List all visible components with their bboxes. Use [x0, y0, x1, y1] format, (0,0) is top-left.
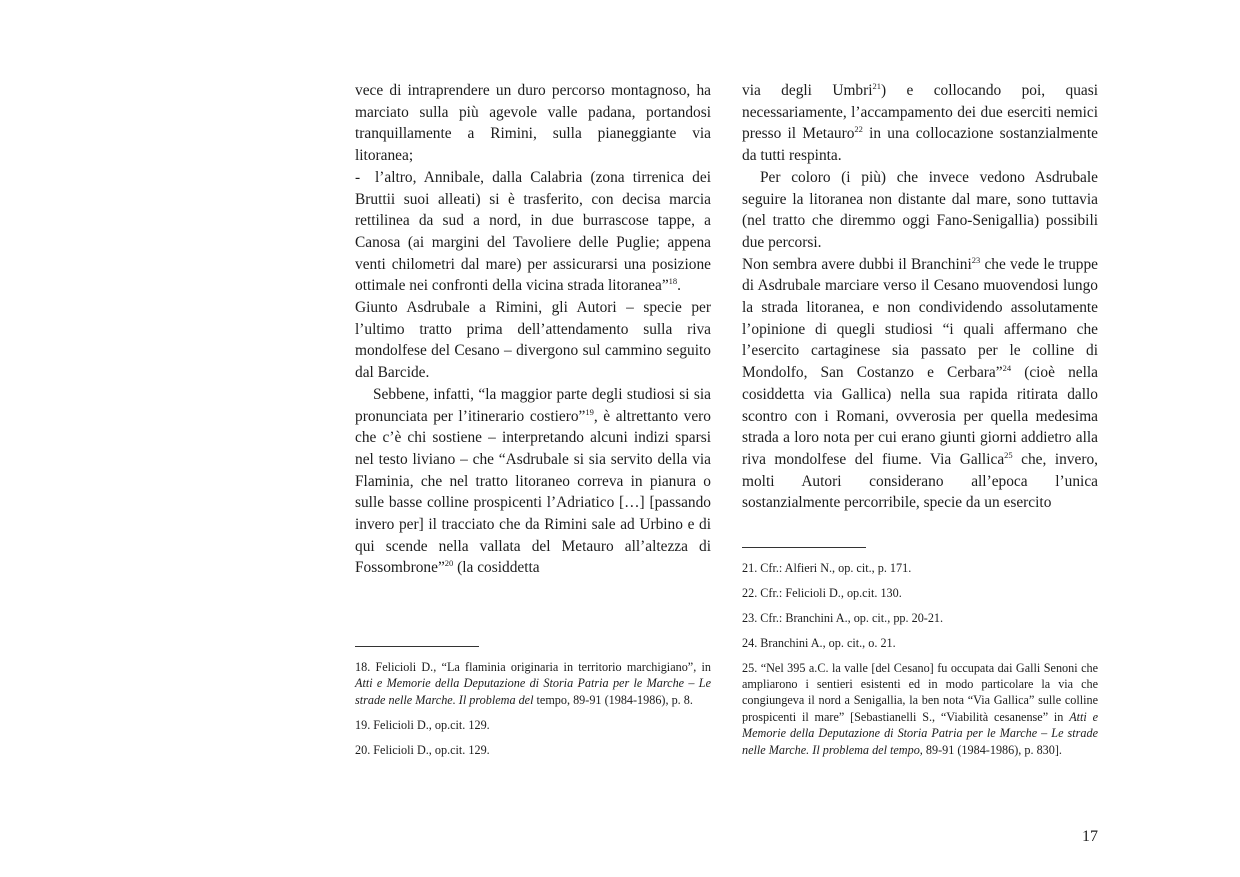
- footnote: 25. “Nel 395 a.C. la valle [del Cesano] fu occupata dai Galli Senoni che ampliarono i sentieri esistenti ed in modo particolare la via che congiungeva il nord a Senigallia, la ben nota “Via Gallica” sulle colline prospicenti il mare” [Sebastianelli S., “Viabilità cesanense” in Atti e Memorie della Deputazione di Storia Patria per le Marche – Le strade nelle Marche. Il problema del tempo, 89-91 (1984-1986), p. 830].: [742, 660, 1098, 757]
- paragraph: [355, 384, 711, 579]
- footnote-separator: [355, 646, 479, 647]
- page-number: 17: [1082, 828, 1098, 845]
- footnote-ref: 23: [971, 254, 981, 265]
- text: via degli Umbri: [742, 82, 873, 99]
- left-footnotes: [355, 659, 711, 767]
- footnote-ref: 19: [585, 406, 594, 417]
- footnote-ref: 18: [668, 276, 678, 287]
- text: (la cosiddetta: [453, 559, 540, 577]
- text: l’altro, Annibale, dalla Calabria (zona tirrenica dei Bruttii suoi alleati) si è trasferito, con decisa marcia rettilinea da sud a nord, in due burrascose tappe, a Canosa (ai margini del Tavoliere delle Puglie; appena venti chilometri dal mare) per assicurarsi una posizione ottimale nei confronti della vicina strada litoranea”: [355, 168, 711, 295]
- footnote-ref: 20: [444, 558, 454, 569]
- text: Sebbene, infatti, “la maggior parte degli studiosi si sia pronunciata per l’itinerario costiero”: [355, 385, 711, 425]
- footnote: 18. Felicioli D., “La flaminia originaria in territorio marchigiano”, in Atti e Memorie della Deputazione di Storia Patria per le Marche – Le strade nelle Marche. Il problema del tempo, 89-91 (1984-1986), p. 8.: [355, 660, 711, 707]
- text: Non sembra avere dubbi il Branchini: [742, 255, 972, 273]
- footnote: 19. Felicioli D., op.cit. 129.: [355, 717, 490, 732]
- text: (cioè nella cosiddetta via Gallica) nella sua rapida ritirata dallo scontro con i Romani, ovverosia per quella medesima strada a loro nota per cui erano giunti giorni addietro alla riva mondolfese del fiume. Via Gallica: [742, 364, 1098, 468]
- text: che, invero, molti Autori considerano all’epoca l’unica sostanzialmente percorribile, specie da un esercito: [742, 450, 1098, 512]
- text: Giunto Asdrubale a Rimini, gli Autori – specie per l’ultimo tratto prima dell’attendamento sulla riva mondolfese del Cesano – divergono sul cammino seguito dal Barcide.: [355, 299, 711, 382]
- footnote: 23. Cfr.: Branchini A., op. cit., pp. 20-21.: [742, 610, 944, 625]
- footnote-ref: 25: [1004, 449, 1013, 460]
- text: in una collocazione sostanzialmente da tutti respinta.: [742, 125, 1098, 165]
- text: , è altrettanto vero che c’è chi sostiene – interpretando alcuni indizi sparsi nel testo liviano – che “Asdrubale si sia servito della via Flaminia, che nel tratto litoraneo correva in pianura o sulle basse colline prospicenti l’Adriatico […] [passando invero per] il tracciato che da Rimini sale ad Urbino e di qui scende nella vallata del Metauro all’altezza di Fossombrone”: [355, 407, 711, 577]
- footnote: 20. Felicioli D., op.cit. 129.: [355, 742, 490, 757]
- footnote: 24. Branchini A., op. cit., o. 21.: [742, 635, 896, 650]
- footnote: 21. Cfr.: Alfieri N., op. cit., p. 171.: [742, 561, 912, 575]
- right-footnotes: [742, 560, 1098, 767]
- right-body-text: [742, 80, 1098, 514]
- text: ) e collocando poi, quasi necessariamente, l’accampamento dei due eserciti nemici presso il Metauro: [742, 82, 1098, 143]
- text: vece di intraprendere un duro percorso montagnoso, ha marciato sulla più agevole valle padana, portandosi tranquillamente a Rimini, sulla pianeggiante via litoranea;: [355, 82, 711, 165]
- left-body-text: [355, 80, 711, 579]
- paragraph: [355, 80, 711, 167]
- footnote-ref: 22: [854, 124, 863, 135]
- footnote: 22. Cfr.: Felicioli D., op.cit. 130.: [742, 585, 902, 600]
- text: che vede le truppe di Asdrubale marciare verso il Cesano muovendosi lungo la strada litoranea, e non condividendo assolutamente l’opinione di quegli studiosi “i quali affermano che l’esercito cartaginese sia passato per le colline di Mondolfo, San Costanzo e Cerbara”: [742, 255, 1098, 382]
- text: Per coloro (i più) che invece vedono Asdrubale seguire la litoranea non distante dal mare, sono tuttavia (nel tratto che diremmo oggi Fano-Senigallia) possibili due percorsi.: [742, 168, 1098, 251]
- paragraph: [742, 80, 1098, 167]
- list-dash: -: [355, 168, 361, 186]
- footnote-separator: [742, 547, 866, 548]
- text: .: [677, 277, 682, 295]
- paragraph: [742, 254, 1098, 514]
- right-column: [742, 80, 1098, 514]
- list-item: [355, 167, 711, 297]
- paragraph: [355, 297, 711, 384]
- paragraph: [742, 167, 1098, 254]
- footnote-ref: 21: [872, 81, 882, 91]
- left-column: [355, 80, 711, 579]
- footnote-ref: 24: [1002, 363, 1012, 374]
